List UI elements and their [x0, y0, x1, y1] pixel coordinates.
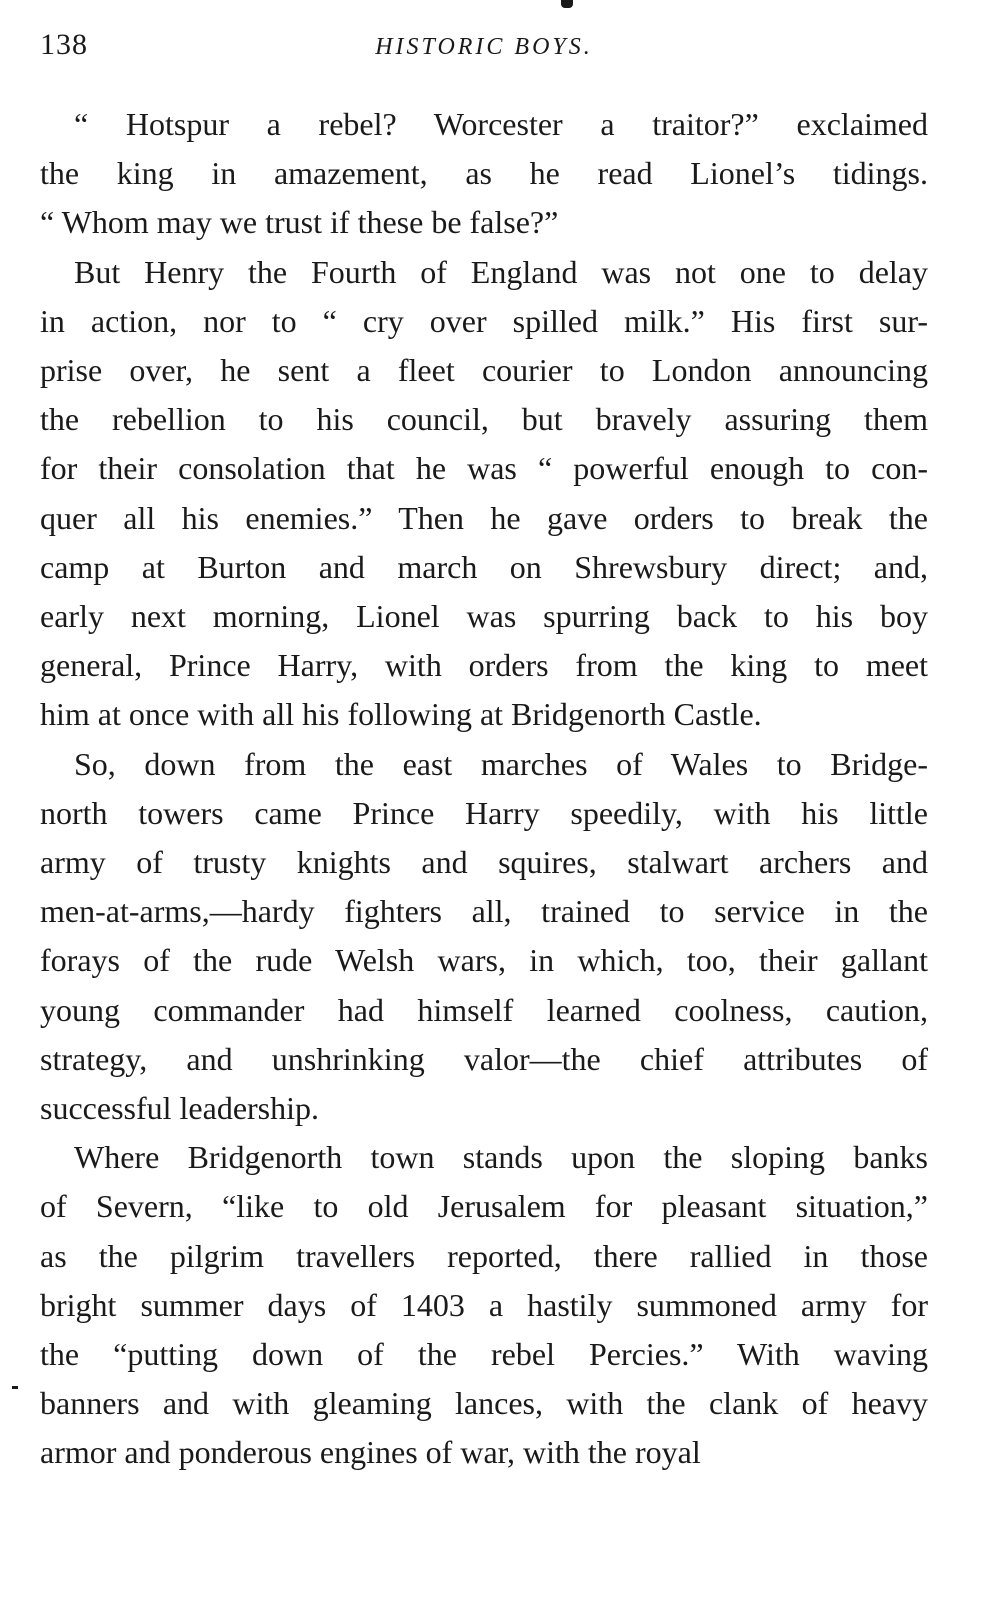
text-line: the rebellion to his council, but bravely assuring them	[40, 401, 928, 438]
text-line: him at once with all his following at Bridgenorth Castle.	[40, 696, 762, 733]
print-mark	[12, 1386, 18, 1389]
page-header	[40, 28, 928, 78]
paragraph	[40, 1133, 928, 1477]
text-line: for their consolation that he was “ powerful enough to con-	[40, 450, 928, 487]
text-line: camp at Burton and march on Shrewsbury direct; and,	[40, 548, 928, 585]
text-line: the king in amazement, as he read Lionel’s tidings.	[40, 155, 928, 192]
text-line: forays of the rude Welsh wars, in which, too, their gallant	[40, 942, 928, 979]
text-line: “ Hotspur a rebel? Worcester a traitor?” exclaimed	[74, 106, 928, 142]
text-line: bright summer days of 1403 a hastily summoned army for	[40, 1286, 928, 1323]
text-line: of Severn, “like to old Jerusalem for pleasant situation,”	[40, 1188, 928, 1225]
text-line: strategy, and unshrinking valor—the chief attributes of	[40, 1040, 928, 1077]
text-line: quer all his enemies.” Then he gave orders to break the	[40, 499, 928, 536]
text-line: So, down from the east marches of Wales to Bridge-	[74, 745, 928, 782]
paragraph	[40, 100, 928, 248]
page-number: 138	[40, 28, 88, 61]
text-line: army of trusty knights and squires, stalwart archers and	[40, 844, 928, 881]
text-line: But Henry the Fourth of England was not one to delay	[74, 253, 928, 290]
text-line: young commander had himself learned coolness, caution,	[40, 991, 928, 1028]
text-line: as the pilgrim travellers reported, there rallied in those	[40, 1237, 928, 1274]
text-line: “ Whom may we trust if these be false?”	[40, 204, 559, 241]
paragraph	[40, 248, 928, 740]
text-line: men-at-arms,—hardy fighters all, trained to service in the	[40, 893, 928, 930]
text-line: banners and with gleaming lances, with the clank of heavy	[40, 1385, 928, 1422]
text-line: early next morning, Lionel was spurring back to his boy	[40, 598, 928, 635]
text-line: north towers came Prince Harry speedily, with his little	[40, 794, 928, 831]
text-line: armor and ponderous engines of war, with the royal	[40, 1434, 701, 1471]
paragraph	[40, 740, 928, 1134]
text-line: the “putting down of the rebel Percies.” With waving	[40, 1336, 928, 1373]
text-line: Where Bridgenorth town stands upon the sloping banks	[74, 1139, 928, 1176]
text-line: prise over, he sent a fleet courier to London announcing	[40, 352, 928, 389]
text-line: general, Prince Harry, with orders from the king to meet	[40, 647, 928, 684]
body-text	[40, 100, 928, 1478]
text-line: successful leadership.	[40, 1090, 320, 1127]
text-line: in action, nor to “ cry over spilled milk.” His first sur-	[40, 302, 928, 339]
running-head: HISTORIC BOYS.	[375, 34, 593, 60]
print-mark	[561, 0, 573, 8]
